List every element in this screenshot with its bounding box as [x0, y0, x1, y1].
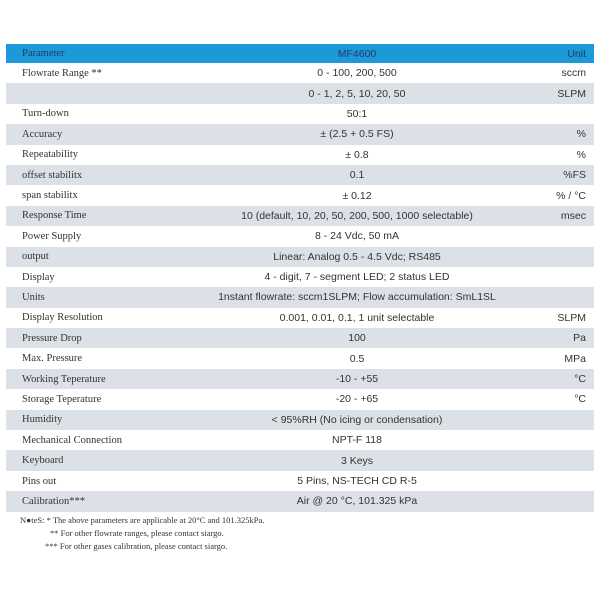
parameter-cell: offset stabilitx: [6, 165, 192, 185]
unit-cell: [522, 104, 594, 124]
parameter-cell: Working Teperature: [6, 369, 192, 389]
parameter-cell: Repeatability: [22, 149, 78, 161]
value-cell: 8 - 24 Vdc, 50 mA: [314, 230, 400, 243]
parameter-cell: [6, 83, 192, 103]
table-row: [6, 369, 594, 389]
table-row: [6, 430, 594, 450]
unit-cell: Pa: [522, 328, 594, 348]
unit-cell: SLPM: [557, 311, 586, 324]
unit-cell: sccm: [561, 67, 586, 80]
parameter-cell: span stabilitx: [22, 190, 78, 202]
value-cell: ± (2.5 + 0.5 FS): [192, 124, 522, 144]
unit-cell: °C: [574, 393, 586, 406]
value-cell: Air @ 20 °C, 101.325 kPa: [192, 491, 522, 511]
note-3: *** For other gases calibration, please contact siargo.: [45, 541, 228, 551]
parameter-cell: Mechanical Connection: [22, 434, 123, 446]
table-row: [6, 410, 594, 430]
unit-cell: [522, 287, 594, 307]
parameter-cell: Display: [22, 271, 55, 283]
parameter-cell: Calibration***: [6, 491, 192, 511]
table-row: [6, 83, 594, 103]
table-row: [6, 267, 594, 287]
parameter-cell: Flowrate Range **: [22, 67, 102, 79]
value-cell: 0.5: [349, 352, 365, 365]
note-1: N●teS: * The above parameters are applicable at 20°C and 101.325kPa.: [20, 515, 265, 525]
unit-cell: %FS: [522, 165, 594, 185]
value-cell: 0.001, 0.01, 0.1, 1 unit selectable: [279, 311, 435, 324]
parameter-cell: Storage Teperature: [22, 393, 102, 405]
parameter-cell: Power Supply: [22, 230, 82, 242]
notes: [20, 514, 264, 553]
table-row: [6, 308, 594, 328]
unit-cell: [522, 491, 594, 511]
table-row: [6, 124, 594, 144]
table-row: [6, 348, 594, 368]
value-cell: -20 - +65: [335, 393, 379, 406]
unit-cell: °C: [522, 369, 594, 389]
parameter-cell: Units: [6, 287, 192, 307]
unit-cell: [522, 471, 594, 491]
spec-table: [6, 44, 594, 512]
value-cell: NPT-F 118: [332, 434, 382, 447]
parameter-cell: Pins out: [22, 475, 57, 487]
table-row: [6, 63, 594, 83]
table-row: [6, 226, 594, 246]
table-header: [6, 44, 594, 63]
value-cell: < 95%RH (No icing or condensation): [192, 410, 522, 430]
header-parameter: Parameter: [6, 44, 192, 63]
unit-cell: [522, 226, 594, 246]
note-2: ** For other flowrate ranges, please contact siargo.: [50, 528, 224, 538]
table-row: [6, 104, 594, 124]
value-cell: ± 0.12: [342, 189, 372, 202]
unit-cell: %: [576, 148, 586, 161]
parameter-cell: Humidity: [6, 410, 192, 430]
parameter-cell: Accuracy: [6, 124, 192, 144]
value-cell: Linear: Analog 0.5 - 4.5 Vdc; RS485: [192, 247, 522, 267]
value-cell: -10 - +55: [192, 369, 522, 389]
unit-cell: SLPM: [522, 83, 594, 103]
value-cell: 50:1: [346, 107, 368, 120]
parameter-cell: Keyboard: [6, 450, 192, 470]
value-cell: 1nstant flowrate: sccm1SLPM; Flow accumulation: SmL1SL: [192, 287, 522, 307]
value-cell: ± 0.8: [345, 148, 369, 161]
parameter-cell: Max. Pressure: [22, 353, 83, 365]
value-cell: 3 Keys: [192, 450, 522, 470]
unit-cell: %: [522, 124, 594, 144]
value-cell: 4 - digit, 7 - segment LED; 2 status LED: [264, 271, 450, 284]
unit-cell: [522, 450, 594, 470]
table-row: [6, 206, 594, 226]
unit-cell: [522, 267, 594, 287]
table-row: [6, 185, 594, 205]
header-unit: Unit: [522, 44, 594, 63]
value-cell: 0.1: [192, 165, 522, 185]
parameter-cell: Response Time: [6, 206, 192, 226]
unit-cell: [522, 410, 594, 430]
table-row: [6, 471, 594, 491]
unit-cell: [522, 430, 594, 450]
table-row: [6, 287, 594, 307]
parameter-cell: Turn-down: [22, 108, 69, 120]
value-cell: 10 (default, 10, 20, 50, 200, 500, 1000 selectable): [192, 206, 522, 226]
table-row: [6, 247, 594, 267]
table-row: [6, 491, 594, 511]
unit-cell: % / °C: [556, 189, 586, 202]
parameter-cell: Pressure Drop: [6, 328, 192, 348]
value-cell: 0 - 1, 2, 5, 10, 20, 50: [192, 83, 522, 103]
table-row: [6, 450, 594, 470]
table-row: [6, 328, 594, 348]
table-row: [6, 165, 594, 185]
parameter-cell: Display Resolution: [22, 312, 103, 324]
parameter-cell: output: [6, 247, 192, 267]
unit-cell: msec: [522, 206, 594, 226]
unit-cell: MPa: [564, 352, 586, 365]
unit-cell: [522, 247, 594, 267]
value-cell: 100: [192, 328, 522, 348]
value-cell: 5 Pins, NS-TECH CD R-5: [297, 475, 417, 487]
table-row: [6, 389, 594, 409]
table-row: [6, 145, 594, 165]
value-cell: 0 - 100, 200, 500: [317, 67, 397, 80]
header-model: MF4600: [192, 44, 522, 63]
